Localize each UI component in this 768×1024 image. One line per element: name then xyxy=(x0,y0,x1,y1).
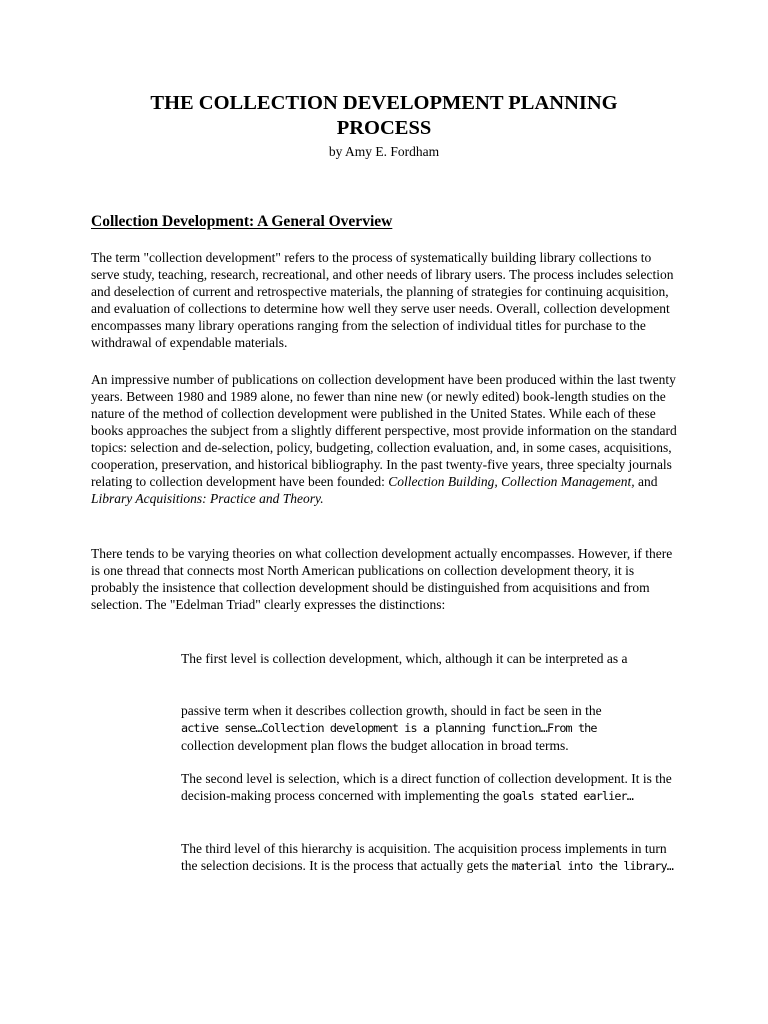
quote-4 xyxy=(181,840,681,875)
paragraph-1: The term "collection development" refers to the process of systematically building library collections to serve study, teaching, research, recreational, and other needs of library users. The process includes selection and deselection of current and retrospective materials, the planning of strategies for continuing acquisition, and evaluation of collections to determine how well they serve user needs. Overall, collection development encompasses many library operations ranging from the selection of individual titles for purchase to the withdrawal of expendable materials. xyxy=(91,250,674,350)
paragraph-2 xyxy=(91,371,681,507)
quote-4-text: The third level of this hierarchy is acquisition. The acquisition process implements in turn the selection decisions. It is the process that actually gets the xyxy=(181,841,667,873)
quote-2-line-3: collection development plan flows the budget allocation in broad terms. xyxy=(181,738,569,753)
quote-2 xyxy=(181,702,681,754)
paragraph-2-text: An impressive number of publications on collection development have been produced within the last twenty years. Between 1980 and 1989 alone, no fewer than nine new (or newly edited) book-length studies on the nature of the method of collection development were published in the United States. While each of these books approaches the subject from a slightly different perspective, most provide information on the standard topics: selection and de-selection, policy, budgeting, collection evaluation, and, in some cases, acquisitions, cooperation, preservation, and historical bibliography. In the past twenty-five years, three specialty journals relating to collection development have been founded: xyxy=(91,372,677,489)
author-byline: by Amy E. Fordham xyxy=(328,144,440,159)
paragraph-2-and: and xyxy=(634,474,658,489)
document-title xyxy=(0,91,768,141)
quote-3-ending: goals stated earlier… xyxy=(502,789,633,803)
quote-1: The first level is collection development, which, although it can be interpreted as a xyxy=(181,651,628,666)
quote-4-ending: material into the library… xyxy=(511,859,673,873)
section-heading: Collection Development: A General Overview xyxy=(91,213,393,230)
paragraph-2-journal-titles: Collection Building, Collection Management, xyxy=(388,474,635,489)
title-line-1: THE COLLECTION DEVELOPMENT PLANNING xyxy=(150,92,618,114)
paragraph-2-journal-title-last: Library Acquisitions: Practice and Theory. xyxy=(91,491,324,506)
quote-2-line-2: active sense…Collection development is a planning function…From the xyxy=(181,721,597,735)
quote-3 xyxy=(181,770,681,805)
quote-3-text: The second level is selection, which is a direct function of collection development. It is the decision-making process concerned with implementing the xyxy=(181,771,672,803)
paragraph-3: There tends to be varying theories on what collection development actually encompasses. However, if there is one thread that connects most North American publications on collection development theory, it is probably the insistence that collection development should be distinguished from acquisitions and from selection. The "Edelman Triad" clearly expresses the distinctions: xyxy=(91,546,673,612)
title-line-2: PROCESS xyxy=(336,117,432,139)
quote-2-line-1: passive term when it describes collection growth, should in fact be seen in the xyxy=(181,703,602,718)
